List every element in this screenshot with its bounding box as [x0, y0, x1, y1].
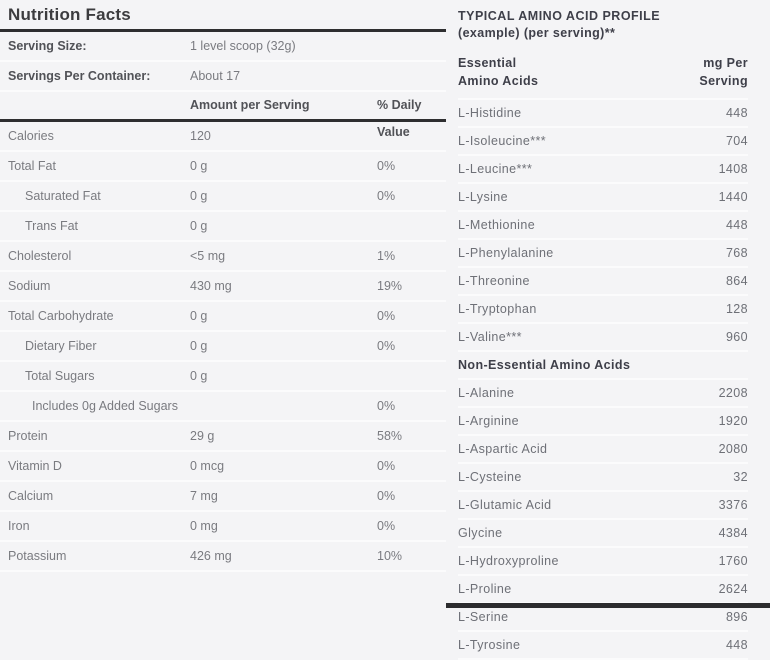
- amino-acid-row: [458, 408, 748, 436]
- amino-acid-mg: 864: [725, 274, 748, 288]
- amino-acid-mg: 32: [733, 470, 748, 484]
- nutrient-daily-value: 10%: [377, 549, 403, 563]
- nutrient-name: Total Sugars: [25, 369, 95, 383]
- servings-per-container-value: About 17: [190, 69, 241, 83]
- amino-acid-mg: 3376: [718, 498, 748, 512]
- amino-acid-mg: 768: [725, 246, 748, 260]
- nutrient-amount: 426 mg: [190, 549, 232, 563]
- nutrient-name: Protein: [8, 429, 48, 443]
- bottom-divider-bar: [446, 603, 770, 608]
- amino-acid-name: L-Alanine: [458, 386, 515, 400]
- amino-acid-row: [458, 184, 748, 212]
- nutrient-daily-value: 0%: [377, 489, 396, 503]
- amino-acid-mg: 896: [725, 610, 748, 624]
- nutrient-row: [0, 452, 446, 482]
- nutrient-daily-value: [377, 362, 446, 390]
- amino-acid-row: [458, 604, 748, 632]
- non-essential-header-label: Non-Essential Amino Acids: [458, 358, 631, 372]
- amino-profile-title: TYPICAL AMINO ACID PROFILE: [458, 9, 661, 23]
- amino-acid-name: L-Proline: [458, 582, 512, 596]
- nutrient-amount: 7 mg: [190, 489, 218, 503]
- nutrient-name: Calcium: [8, 489, 54, 503]
- nutrient-daily-value: 0%: [377, 399, 396, 413]
- amino-acid-row: [458, 240, 748, 268]
- nutrient-row: [0, 122, 446, 152]
- nutrient-name: Sodium: [8, 279, 51, 293]
- amino-acid-name: L-Leucine***: [458, 162, 533, 176]
- amino-acid-mg: 1760: [718, 554, 748, 568]
- amino-acid-name: L-Phenylalanine: [458, 246, 554, 260]
- serving-size-value: 1 level scoop (32g): [190, 39, 296, 53]
- nutrient-row: [0, 302, 446, 332]
- amino-acid-row: [458, 492, 748, 520]
- nutrient-daily-value: 0%: [377, 159, 396, 173]
- non-essential-section-header: [458, 352, 748, 380]
- nutrient-name: Cholesterol: [8, 249, 72, 263]
- nutrient-name: Potassium: [8, 549, 67, 563]
- amino-acid-row: [458, 464, 748, 492]
- nutrient-row: [0, 512, 446, 542]
- amino-acid-name: L-Valine***: [458, 330, 522, 344]
- amino-acid-mg: 960: [725, 330, 748, 344]
- nutrient-amount: 120: [190, 129, 211, 143]
- amino-acid-mg: 704: [725, 134, 748, 148]
- nutrient-daily-value: 1%: [377, 249, 396, 263]
- amino-acid-row: [458, 632, 748, 660]
- nutrient-amount: 0 mcg: [190, 459, 225, 473]
- nutrient-amount: [190, 392, 377, 420]
- nutrient-daily-value: 19%: [377, 279, 403, 293]
- mg-per-serving-header: mg Per Serving: [699, 56, 748, 88]
- nutrient-amount: 0 g: [190, 189, 208, 203]
- nutrient-amount: 0 g: [190, 219, 208, 233]
- daily-value-header: % Daily Value: [377, 98, 422, 139]
- amino-acid-row: [458, 100, 748, 128]
- servings-per-container-row: [0, 62, 446, 92]
- amount-per-serving-header: Amount per Serving: [190, 98, 310, 112]
- amino-acid-name: L-Arginine: [458, 414, 519, 428]
- amino-acid-name: L-Tryptophan: [458, 302, 537, 316]
- amino-acid-row: [458, 268, 748, 296]
- amino-acid-row: [458, 520, 748, 548]
- nutrient-row: [0, 152, 446, 182]
- amino-acid-row: [458, 128, 748, 156]
- amino-acid-mg: 1920: [718, 414, 748, 428]
- nutrient-name: Total Fat: [8, 159, 56, 173]
- nutrient-name: Iron: [8, 519, 30, 533]
- amino-acid-mg: 4384: [718, 526, 748, 540]
- nutrient-row: [0, 212, 446, 242]
- nutrient-name: Vitamin D: [8, 459, 62, 473]
- nutrient-rows: [0, 122, 446, 572]
- amino-acid-row: [458, 576, 748, 604]
- nutrient-amount: 29 g: [190, 429, 215, 443]
- nutrient-name: Includes 0g Added Sugars: [32, 399, 178, 413]
- amino-acid-row: [458, 212, 748, 240]
- amino-acid-mg: 2624: [718, 582, 748, 596]
- amino-acid-name: L-Cysteine: [458, 470, 522, 484]
- amino-acid-mg: 2080: [718, 442, 748, 456]
- nutrition-facts-title: Nutrition Facts: [8, 5, 131, 24]
- amino-acid-name: L-Tyrosine: [458, 638, 521, 652]
- amino-acid-mg: 128: [725, 302, 748, 316]
- amino-acid-name: L-Hydroxyproline: [458, 554, 559, 568]
- essential-amino-acids-header: Essential Amino Acids: [458, 56, 539, 88]
- nutrient-row: [0, 482, 446, 512]
- nutrient-amount: 0 g: [190, 339, 208, 353]
- amino-acid-name: L-Methionine: [458, 218, 536, 232]
- serving-size-label: Serving Size:: [8, 39, 87, 53]
- amino-acid-name: L-Glutamic Acid: [458, 498, 552, 512]
- amino-acid-name: L-Histidine: [458, 106, 522, 120]
- nutrient-amount: 0 g: [190, 369, 208, 383]
- amino-acid-mg: 1408: [718, 162, 748, 176]
- amino-acid-mg: 1440: [718, 190, 748, 204]
- amino-column-headers: [458, 42, 748, 100]
- nutrient-daily-value: [377, 122, 446, 150]
- nutrient-name: Dietary Fiber: [25, 339, 97, 353]
- nutrient-daily-value: 0%: [377, 189, 396, 203]
- amino-acid-row: [458, 436, 748, 464]
- nutrient-name: Calories: [8, 129, 54, 143]
- nutrient-row: [0, 392, 446, 422]
- nutrient-name: Trans Fat: [25, 219, 79, 233]
- nutrient-daily-value: 0%: [377, 309, 396, 323]
- nutrient-row: [0, 242, 446, 272]
- nutrient-row: [0, 362, 446, 392]
- amino-acid-rows: [458, 100, 748, 660]
- nutrient-daily-value: [377, 212, 446, 240]
- amino-acid-row: [458, 548, 748, 576]
- nutrient-row: [0, 422, 446, 452]
- nutrient-amount: 0 g: [190, 159, 208, 173]
- nutrient-amount: 430 mg: [190, 279, 232, 293]
- nutrient-name: Total Carbohydrate: [8, 309, 114, 323]
- nutrient-daily-value: 0%: [377, 519, 396, 533]
- amino-acid-name: L-Serine: [458, 610, 509, 624]
- nutrient-amount: <5 mg: [190, 249, 226, 263]
- amino-acid-row: [458, 156, 748, 184]
- nutrient-row: [0, 542, 446, 572]
- amino-acid-name: Glycine: [458, 526, 503, 540]
- amino-acid-mg: 2208: [718, 386, 748, 400]
- amino-acid-mg: 448: [725, 638, 748, 652]
- amino-acid-name: L-Lysine: [458, 190, 508, 204]
- nutrient-daily-value: 58%: [377, 429, 403, 443]
- amino-acid-row: [458, 324, 748, 352]
- nutrient-daily-value: 0%: [377, 459, 396, 473]
- nutrient-amount: 0 mg: [190, 519, 218, 533]
- amino-acid-name: L-Aspartic Acid: [458, 442, 548, 456]
- amino-profile-subtitle: (example) (per serving)**: [458, 26, 616, 40]
- nutrient-daily-value: 0%: [377, 339, 396, 353]
- nutrient-row: [0, 272, 446, 302]
- nutrient-row: [0, 332, 446, 362]
- amino-acid-panel: [446, 0, 770, 652]
- nutrient-name: Saturated Fat: [25, 189, 101, 203]
- amino-acid-name: L-Isoleucine***: [458, 134, 546, 148]
- amino-acid-mg: 448: [725, 218, 748, 232]
- servings-per-container-label: Servings Per Container:: [8, 69, 151, 83]
- nutrient-amount: 0 g: [190, 309, 208, 323]
- nutrient-row: [0, 182, 446, 212]
- serving-size-row: [0, 32, 446, 62]
- amino-acid-row: [458, 380, 748, 408]
- amino-acid-mg: 448: [725, 106, 748, 120]
- amino-acid-name: L-Threonine: [458, 274, 530, 288]
- amino-acid-row: [458, 296, 748, 324]
